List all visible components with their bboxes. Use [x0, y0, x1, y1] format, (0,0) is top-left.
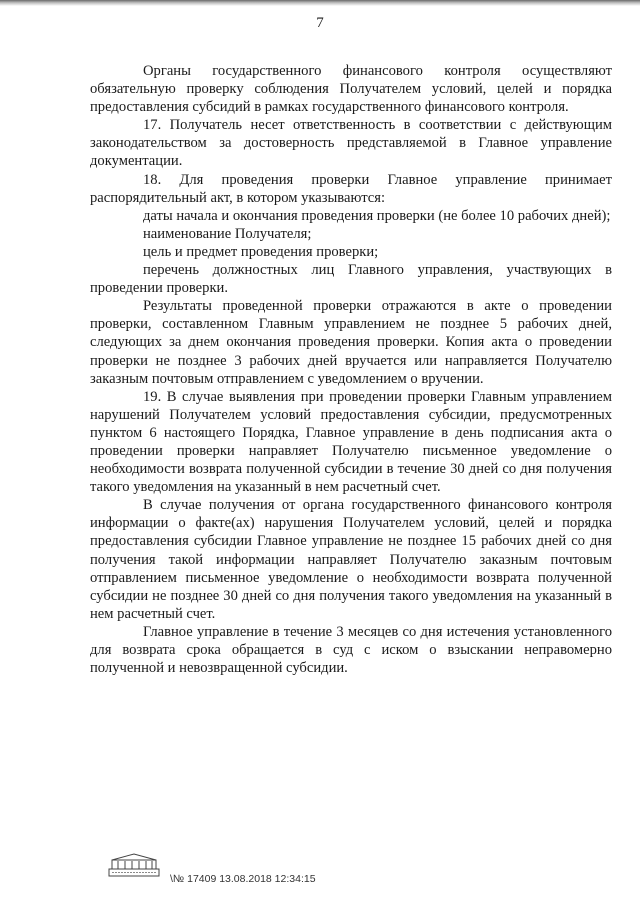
document-footer [108, 853, 528, 893]
scan-top-edge [0, 0, 640, 6]
paragraph-item-18: 18. Для проведения проверки Главное управление принимает распорядительный акт, в котором указываются: [90, 171, 612, 206]
list-item-dates: даты начала и окончания проведения проверки (не более 10 рабочих дней); [143, 207, 611, 224]
list-item-officials: перечень должностных лиц Главного управления, участвующих в проведении проверки. [90, 262, 612, 297]
paragraph-inspection-results: Результаты проведенной проверки отражаются в акте о проведении проверки, составленном Главным управлением не позднее 5 рабочих дней, следующих за днем окончания проведения проверки. Копия акта о проведении проверки не позднее 3 рабочих дней вручается или направляется Получателю заказным почтовым отправлением с уведомлением о вручении. [90, 298, 612, 387]
paragraph-item-19: 19. В случае выявления при проведении проверки Главным управлением нарушений Получателем условий предоставления субсидии, предусмотренных пунктом 6 настоящего Порядка, Главное управление в день подписания акта о проведении проверки направляет Получателю письменное уведомление о необходимости возврата полученной субсидии в течение 30 дней со дня получения такого уведомления на указанный в нем расчетный счет. [90, 388, 612, 496]
list-item-recipient-name: наименование Получателя; [143, 225, 312, 242]
registration-stamp: \№ 17409 13.08.2018 12:34:15 [170, 873, 316, 885]
paragraph-control-bodies: Органы государственного финансового контроля осуществляют обязательную проверку соблюдения Получателем условий, целей и порядка предоставления субсидий в рамках государственного финансового контроля. [90, 63, 612, 116]
building-emblem-icon [108, 853, 160, 877]
document-body [90, 62, 612, 677]
paragraph-item-17: 17. Получатель несет ответственность в соответствии с действующим законодательством за достоверность представляемой в Главное управление документации. [90, 117, 612, 170]
list-item-purpose: цель и предмет проведения проверки; [143, 243, 379, 260]
page-number: 7 [316, 15, 324, 31]
paragraph-court-claim: Главное управление в течение 3 месяцев со дня истечения установленного для возврата срока обращается в суд с иском о взыскании неправомерно полученной и невозвращенной субсидии. [90, 623, 612, 677]
paragraph-violation-information: В случае получения от органа государственного финансового контроля информации о факте(ах) нарушения Получателем условий, целей и порядка предоставления субсидии Главное управление не позднее 15 рабочих дней со дня получения такой информации направляет Получателю заказным почтовым отправлением письменное уведомление о необходимости возврата полученной субсидии не позднее 30 дней со дня получения такого уведомления на указанный в нем расчетный счет. [90, 497, 612, 622]
